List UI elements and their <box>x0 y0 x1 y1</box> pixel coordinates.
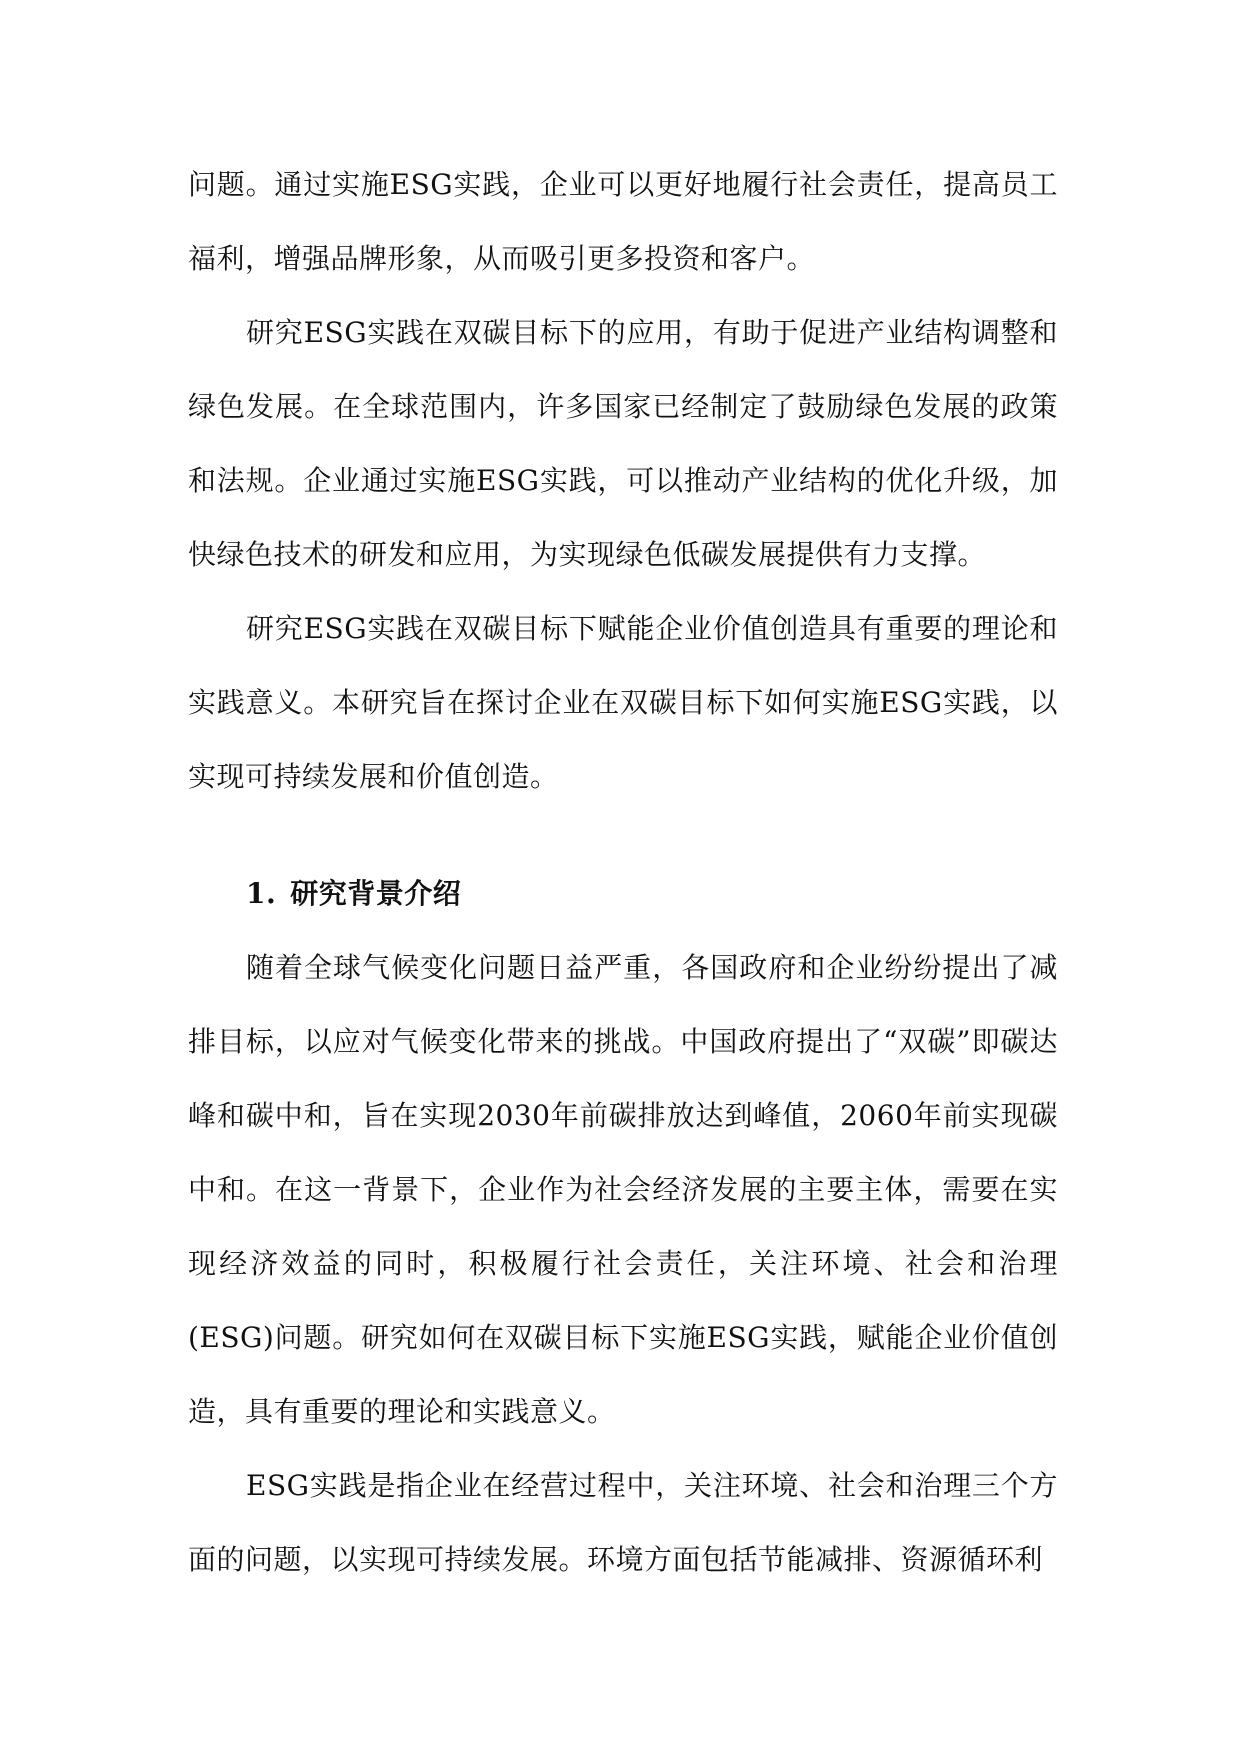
document-body <box>188 148 1058 1597</box>
paragraph-continuation: 问题。通过实施ESG实践，企业可以更好地履行社会责任，提高员工福利，增强品牌形象，从而吸引更多投资和客户。 <box>188 168 1058 275</box>
section-heading-title: 研究背景介绍 <box>290 877 462 910</box>
paragraph-industrial-structure: 研究ESG实践在双碳目标下的应用，有助于促进产业结构调整和绿色发展。在全球范围内，许多国家已经制定了鼓励绿色发展的政策和法规。企业通过实施ESG实践，可以推动产业结构的优化升级，加快绿色技术的研发和应用，为实现绿色低碳发展提供有力支撑。 <box>188 316 1058 571</box>
section-heading <box>188 857 1058 931</box>
paragraph-esg-definition: ESG实践是指企业在经营过程中，关注环境、社会和治理三个方面的问题，以实现可持续发展。环境方面包括节能减排、资源循环利 <box>188 1469 1058 1576</box>
paragraph-research-significance: 研究ESG实践在双碳目标下赋能企业价值创造具有重要的理论和实践意义。本研究旨在探讨企业在双碳目标下如何实施ESG实践，以实现可持续发展和价值创造。 <box>188 612 1058 793</box>
paragraph-background: 随着全球气候变化问题日益严重，各国政府和企业纷纷提出了减排目标，以应对气候变化带来的挑战。中国政府提出了“双碳”即碳达峰和碳中和，旨在实现2030年前碳排放达到峰值，2060年前实现碳中和。在这一背景下，企业作为社会经济发展的主要主体，需要在实现经济效益的同时，积极履行社会责任，关注环境、社会和治理(ESG)问题。研究如何在双碳目标下实施ESG实践，赋能企业价值创造，具有重要的理论和实践意义。 <box>188 951 1058 1428</box>
section-heading-number: 1. <box>246 877 277 910</box>
